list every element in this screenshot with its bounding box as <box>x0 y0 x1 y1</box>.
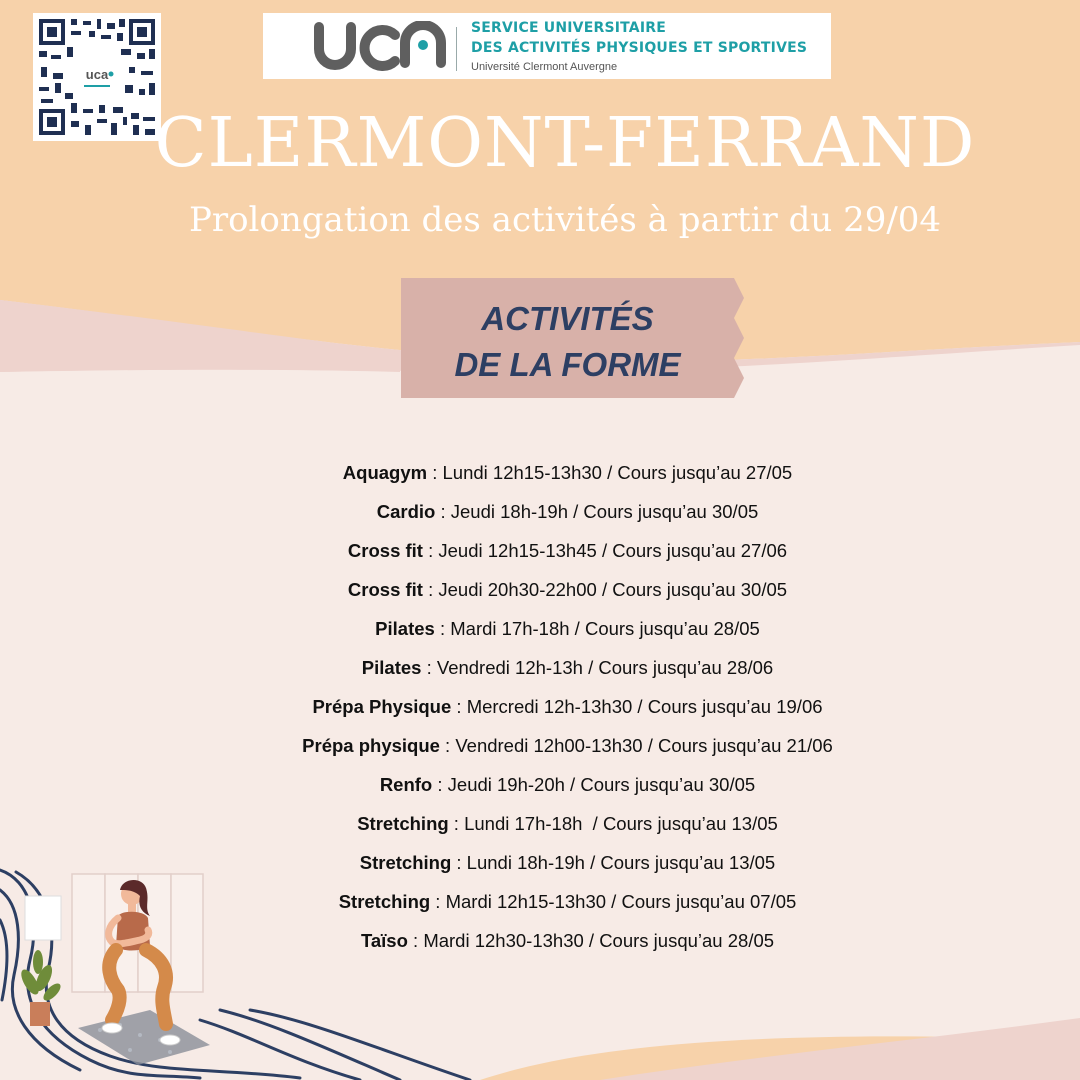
activity-details: : Lundi 18h-19h / Cours jusqu’au 13/05 <box>451 852 776 873</box>
svg-text:uca: uca <box>85 67 109 82</box>
activity-details: : Mardi 12h30-13h30 / Cours jusqu’au 28/05 <box>407 930 775 951</box>
logo-activities-line: DES ACTIVITÉS PHYSIQUES ET SPORTIVES <box>471 40 808 56</box>
activity-name: Cross fit <box>347 540 423 561</box>
list-item <box>0 611 1080 650</box>
activity-details: : Jeudi 12h15-13h45 / Cours jusqu’au 27/06 <box>422 540 788 561</box>
logo-service-line: SERVICE UNIVERSITAIRE <box>471 20 666 36</box>
section-heading-line1: ACTIVITÉS <box>481 300 654 337</box>
logo-university-line: Université Clermont Auvergne <box>471 61 618 73</box>
activity-name: Cardio <box>376 501 436 522</box>
page-subtitle: Prolongation des activités à partir du 29/04 <box>188 200 942 240</box>
activity-name: Taïso <box>360 930 408 951</box>
section-heading-line2: DE LA FORME <box>454 346 681 383</box>
activity-name: Cross fit <box>347 579 423 600</box>
activity-details: : Mardi 17h-18h / Cours jusqu’au 28/05 <box>434 618 760 639</box>
activity-name: Stretching <box>357 813 449 834</box>
woman-exercise-illustration <box>0 860 480 1080</box>
activity-name: Prépa Physique <box>312 696 452 717</box>
activity-name: Stretching <box>338 891 431 912</box>
logo-divider <box>456 27 457 71</box>
activity-details: : Lundi 12h15-13h30 / Cours jusqu’au 27/05 <box>427 462 793 483</box>
page-title: CLERMONT-FERRAND <box>154 104 976 183</box>
uca-logo <box>263 13 831 79</box>
uca-logo-mark <box>313 21 453 71</box>
list-item <box>0 806 1080 845</box>
list-item <box>0 494 1080 533</box>
list-item <box>0 689 1080 728</box>
list-item <box>0 572 1080 611</box>
activity-details: : Jeudi 19h-20h / Cours jusqu’au 30/05 <box>432 774 756 795</box>
activity-name: Pilates <box>375 618 435 639</box>
activity-details: : Mardi 12h15-13h30 / Cours jusqu’au 07/05 <box>430 891 797 912</box>
list-item <box>0 455 1080 494</box>
activity-name: Prépa physique <box>302 735 440 756</box>
activity-details: : Vendredi 12h00-13h30 / Cours jusqu’au 21/06 <box>439 735 833 756</box>
section-heading <box>401 296 734 388</box>
activity-name: Pilates <box>361 657 422 678</box>
list-item <box>0 650 1080 689</box>
activity-details: : Jeudi 20h30-22h00 / Cours jusqu’au 30/05 <box>422 579 788 600</box>
activity-details: : Mercredi 12h-13h30 / Cours jusqu’au 19/06 <box>451 696 823 717</box>
activity-details: : Vendredi 12h-13h / Cours jusqu’au 28/06 <box>421 657 774 678</box>
activity-name: Renfo <box>379 774 433 795</box>
list-item <box>0 533 1080 572</box>
activity-name: Aquagym <box>342 462 428 483</box>
activity-details: : Lundi 17h-18h / Cours jusqu’au 13/05 <box>448 813 778 834</box>
list-item <box>0 728 1080 767</box>
activity-details: : Jeudi 18h-19h / Cours jusqu’au 30/05 <box>435 501 759 522</box>
list-item <box>0 767 1080 806</box>
activity-name: Stretching <box>359 852 452 873</box>
